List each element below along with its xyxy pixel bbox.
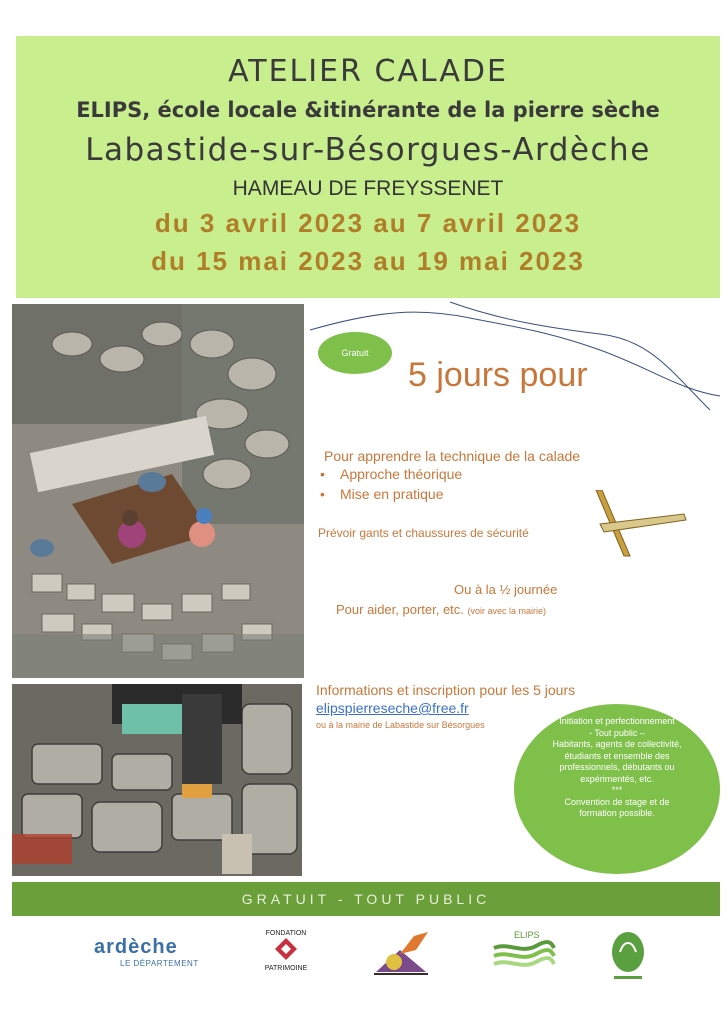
footer-band: GRATUIT - TOUT PUBLIC <box>12 882 720 916</box>
bird-logo <box>370 928 432 980</box>
help-text: Pour aider, porter, etc. (voir avec la mairie) <box>336 602 547 617</box>
help-note: (voir avec la mairie) <box>467 606 547 616</box>
safety-note: Prévoir gants et chaussures de sécurité <box>318 526 529 540</box>
learn-text: Pour apprendre la technique de la calade <box>324 448 581 464</box>
bullet-list <box>318 466 462 506</box>
event-place: Labastide-sur-Bésorgues-Ardèche <box>85 132 651 168</box>
five-days-heading: 5 jours pour <box>408 356 588 394</box>
fondation-patrimoine-logo: FONDATION PATRIMOINE <box>264 930 308 972</box>
bullet-dot: • <box>320 486 325 502</box>
list-item: • Mise en pratique <box>320 486 444 502</box>
photo-workers-aerial <box>12 304 304 678</box>
oval-line: - Tout public – <box>589 727 645 738</box>
event-subtitle: ELIPS, école locale &itinérante de la pierre sèche <box>76 98 660 122</box>
event-date-2: du 15 mai 2023 au 19 mai 2023 <box>151 246 585 276</box>
audience-oval <box>514 704 720 874</box>
pickaxe-icon <box>590 490 690 560</box>
list-item: • Approche théorique <box>320 466 463 482</box>
ardeche-logo <box>94 936 214 976</box>
gratuit-badge: Gratuit <box>318 332 392 374</box>
mairie-text: ou à la mairie de Labastide sur Bésorgues <box>316 720 485 730</box>
event-title: ATELIER CALADE <box>228 54 508 89</box>
oval-line: *** <box>611 785 623 795</box>
event-date-1: du 3 avril 2023 au 7 avril 2023 <box>154 208 582 238</box>
parc-naturel-logo <box>608 930 648 984</box>
ardeche-name: ardèche <box>94 936 178 958</box>
oval-line: Habitants, agents de collectivité, étudiants et ensemble des professionnels, débutants ou expérimentés, etc. <box>552 739 682 784</box>
half-day-text: Ou à la ½ journée <box>454 582 558 597</box>
oval-line: Initiation et perfectionnement <box>559 716 675 726</box>
info-heading: Informations et inscription pour les 5 jours <box>316 682 576 698</box>
event-hamlet: HAMEAU DE FREYSSENET <box>232 177 504 200</box>
fondation-diamond-icon <box>274 937 298 961</box>
oval-line: Convention de stage et de formation possible. <box>564 796 670 818</box>
photo-stone-wall <box>12 684 302 876</box>
header-banner <box>16 36 720 298</box>
elips-logo: ELIPS <box>492 930 556 976</box>
bullet-dot: • <box>320 466 325 482</box>
ardeche-department: LE DÉPARTEMENT <box>120 959 199 968</box>
email-link[interactable]: elipspierreseche@free.fr <box>316 700 469 716</box>
